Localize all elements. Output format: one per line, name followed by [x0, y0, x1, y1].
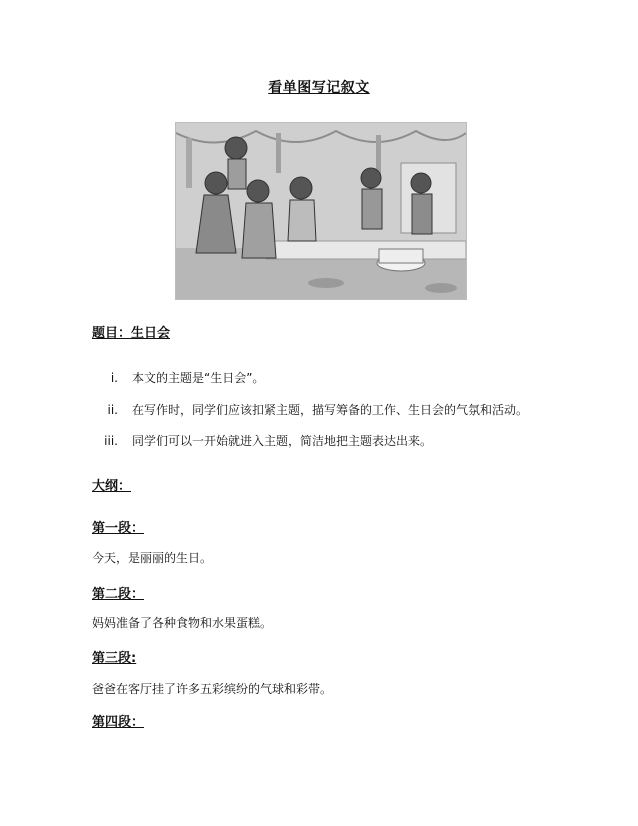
requirement-number: i. — [110, 371, 118, 385]
section-text: 爸爸在客厅挂了许多五彩缤纷的气球和彩带。 — [92, 682, 333, 696]
requirement-item — [92, 432, 432, 449]
requirement-number: iii. — [104, 434, 118, 448]
requirement-item — [92, 369, 264, 386]
section-heading: 第二段： — [92, 587, 145, 602]
section-text: 妈妈准备了各种食物和水果蛋糕。 — [92, 616, 273, 630]
outline-heading: 大纲： — [92, 479, 132, 494]
birthday-party-illustration — [175, 122, 467, 300]
section-heading: 第三段: — [92, 651, 137, 666]
section-text: 今天，是丽丽的生日。 — [92, 551, 213, 565]
section-heading: 第一段： — [92, 521, 145, 536]
section-heading: 第四段： — [92, 715, 145, 730]
requirement-item — [92, 401, 528, 418]
requirement-text: 本文的主题是“生日会”。 — [132, 371, 265, 385]
page-title: 看单图写记叙文 — [268, 80, 370, 96]
requirement-text: 在写作时，同学们应该扣紧主题，描写筹备的工作、生日会的气氛和活动。 — [132, 403, 529, 417]
requirement-text: 同学们可以一开始就进入主题，简洁地把主题表达出来。 — [132, 434, 433, 448]
requirement-number: ii. — [107, 403, 118, 417]
essay-subject: 题目：生日会 — [92, 326, 171, 341]
